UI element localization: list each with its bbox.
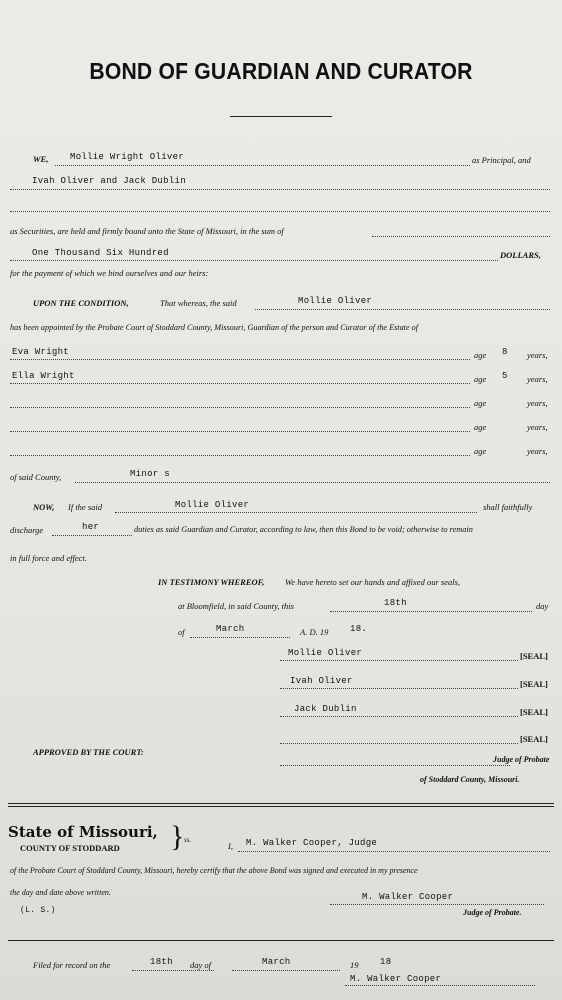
document-title: BOND OF GUARDIAN AND CURATOR — [89, 58, 473, 84]
title-underline — [230, 116, 332, 117]
signature-line-2 — [280, 688, 518, 689]
ward-years-label-4: years, — [527, 422, 548, 432]
filing-divider — [8, 940, 554, 941]
ward-age-2: 5 — [502, 371, 508, 381]
filed-year-label: 19 — [350, 960, 359, 970]
ward-name-2: Ella Wright — [12, 371, 75, 381]
bond-sum: One Thousand Six Hundred — [32, 248, 169, 258]
filed-month-value: March — [262, 957, 291, 967]
cert-i-label: I, — [228, 841, 233, 851]
payment-text: for the payment of which we bind ourselves and our heirs: — [10, 268, 209, 278]
ward-name-1: Eva Wright — [12, 347, 70, 357]
signature-3: Jack Dublin — [294, 704, 357, 714]
testimony-text: We have hereto set our hands and affixed our seals, — [285, 577, 461, 587]
ward-years-label-1: years, — [527, 350, 548, 360]
section-divider-top — [8, 803, 554, 804]
sureties-line-2 — [10, 211, 550, 212]
signature-line-1 — [280, 660, 518, 661]
seal-label-2: [SEAL] — [520, 679, 548, 689]
signature-2: Ivah Oliver — [290, 676, 353, 686]
cert-judge-name: M. Walker Cooper, Judge — [246, 838, 378, 848]
cert-state-label: State of Missouri, — [8, 823, 158, 841]
cert-brace: } — [170, 820, 185, 853]
filed-signature-line — [345, 985, 535, 986]
ward-years-label-3: years, — [527, 398, 548, 408]
approval-judge-label: Judge of Probate — [493, 755, 550, 764]
filed-day-value: 18th — [150, 957, 173, 967]
sureties-line — [10, 189, 550, 190]
filed-day-label: day of — [190, 960, 212, 970]
seal-label-1: [SEAL] — [520, 651, 548, 661]
discharge-label: discharge — [10, 525, 44, 535]
filed-day-line — [132, 970, 214, 971]
ward-line-2 — [10, 383, 470, 384]
ward-age-label-2: age — [474, 374, 487, 384]
signature-1: Mollie Oliver — [288, 648, 363, 658]
minors-line — [75, 482, 550, 483]
condition-text: That whereas, the said — [160, 298, 237, 308]
full-force-text: in full force and effect. — [10, 553, 87, 563]
section-divider-bottom — [8, 806, 554, 807]
pronoun-line — [52, 535, 132, 536]
minors-value: Minor s — [130, 469, 170, 479]
ward-age-label-3: age — [474, 398, 487, 408]
approved-label: APPROVED BY THE COURT: — [33, 747, 144, 757]
ward-age-label-4: age — [474, 422, 487, 432]
filed-month-line — [232, 970, 340, 971]
filed-label: Filed for record on the — [33, 960, 111, 970]
seal-label-3: [SEAL] — [520, 707, 548, 717]
now-name: Mollie Oliver — [175, 500, 250, 510]
seal-label-4: [SEAL] — [520, 734, 548, 744]
approval-county-label: of Stoddard County, Missouri. — [420, 775, 520, 784]
duties-text: duties as said Guardian and Curator, according to law, then this Bond to be void; otherwise to remain — [134, 525, 473, 534]
cert-ls-label: (L. S.) — [20, 906, 56, 915]
cert-text-1: of the Probate Court of Stoddard County, Missouri, hereby certify that the above Bond was signed and executed in my presence — [10, 866, 418, 875]
cert-judge-line — [238, 851, 550, 852]
at-text: at Bloomfield, in said County, this — [178, 601, 294, 611]
judge-line — [280, 765, 510, 766]
day-label: day — [536, 601, 549, 611]
ward-line-1 — [10, 359, 470, 360]
ward-line-3 — [10, 407, 470, 408]
cert-signature: M. Walker Cooper — [362, 892, 454, 902]
principal-line — [55, 165, 470, 166]
signature-line-3 — [280, 716, 518, 717]
condition-label: UPON THE CONDITION, — [33, 298, 129, 308]
cert-ss-label: ss. — [184, 836, 192, 844]
sureties-names: Ivah Oliver and Jack Dublin — [32, 176, 186, 186]
principal-name: Mollie Wright Oliver — [70, 152, 185, 162]
cert-judge-label: Judge of Probate. — [463, 908, 522, 917]
ward-age-label-5: age — [474, 446, 487, 456]
ward-line-4 — [10, 431, 470, 432]
filed-year-value: 18 — [380, 957, 392, 967]
securities-text: as Securities, are held and firmly bound unto the State of Missouri, in the sum of — [10, 226, 284, 236]
day-value: 18th — [384, 598, 407, 608]
ward-years-label-5: years, — [527, 446, 548, 456]
sum-line — [10, 260, 498, 261]
day-line — [330, 611, 532, 612]
cert-county-label: COUNTY OF STODDARD — [20, 843, 120, 853]
cert-text-2: the day and date above written. — [10, 888, 111, 897]
ad-label: A. D. 19 — [300, 627, 329, 637]
now-line — [115, 512, 477, 513]
county-label: of said County, — [10, 472, 62, 482]
of-label: of — [178, 627, 185, 637]
dollars-label: DOLLARS, — [500, 250, 541, 260]
condition-line — [255, 309, 550, 310]
appointed-text: has been appointed by the Probate Court of Stoddard County, Missouri, Guardian of the person and Curator of the Estate of — [10, 323, 418, 332]
cert-signature-line — [330, 904, 544, 905]
ward-age-1: 8 — [502, 347, 508, 357]
we-label: WE, — [33, 154, 49, 164]
year-value: 18. — [350, 624, 368, 634]
month-line — [190, 637, 290, 638]
ward-years-label-2: years, — [527, 374, 548, 384]
now-text: If the said — [68, 502, 102, 512]
now-label: NOW, — [33, 502, 55, 512]
faithfully-label: shall faithfully — [483, 502, 533, 512]
signature-line-4 — [280, 743, 518, 744]
condition-name: Mollie Oliver — [298, 296, 373, 306]
ward-age-label-1: age — [474, 350, 487, 360]
filed-signature: M. Walker Cooper — [350, 974, 442, 984]
securities-line — [372, 236, 550, 237]
testimony-label: IN TESTIMONY WHEREOF, — [158, 577, 265, 587]
ward-line-5 — [10, 455, 470, 456]
principal-label: as Principal, and — [472, 155, 531, 165]
month-value: March — [216, 624, 245, 634]
pronoun-value: her — [82, 522, 100, 532]
